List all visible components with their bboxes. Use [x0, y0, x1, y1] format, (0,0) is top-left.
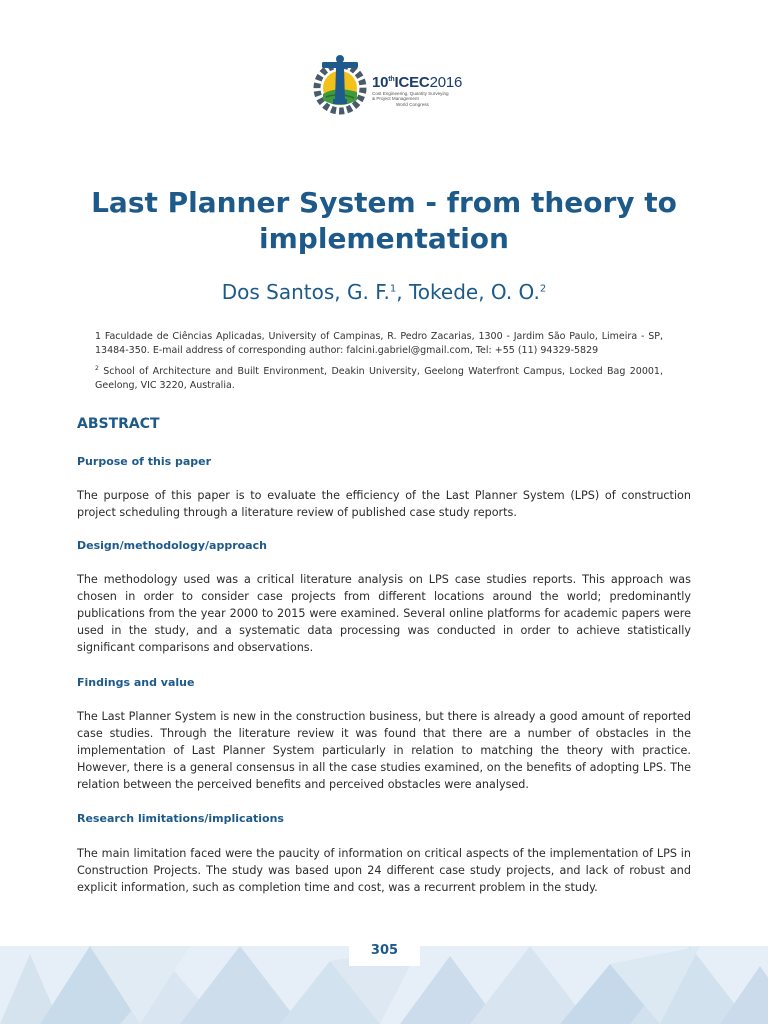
section-body-findings: The Last Planner System is new in the construction business, but there is already a good amount of reported case studies. Through the literature review it was found that there are a number of obstacles in the implementation of Last Planner System particularly in relation to matching the theory with practice. However, there is a general consensus in all the case studies examined, on the benefits of adopting LPS. The relation between the perceived benefits and perceived obstacles were analysed.: [77, 710, 691, 791]
section-heading-limitations: Research limitations/implications: [77, 812, 284, 825]
conference-logo: [312, 52, 462, 120]
logo-wordmark: 10thICEC2016: [372, 74, 463, 91]
logo-subtitle: Cost Engineering, Quantity Surveying & Project Management World Congress: [372, 91, 449, 107]
paper-title: Last Planner System - from theory to implementation: [91, 186, 677, 255]
abstract-heading: ABSTRACT: [77, 416, 160, 432]
affiliation-2: $^2$ School of Architecture and Built Environment, Deakin University, Geelong Waterfront Campus, Locked Bag 20001, Geelong, VIC 3220, Australia.: [95, 365, 663, 392]
section-body-limitations: The main limitation faced were the paucity of information on critical aspects of the implementation of LPS in Construction Projects. The study was based upon 24 different case study projects, and lack of robust and explicit information, such as completion time and cost, was a recurrent problem in the study.: [77, 847, 691, 894]
author-1: Dos Santos, G. F.: [221, 280, 390, 304]
section-body-purpose: The purpose of this paper is to evaluate the efficiency of the Last Planner System (LPS) of construction project scheduling through a literature review of published case study reports.: [77, 489, 691, 519]
section-heading-design: Design/methodology/approach: [77, 539, 267, 552]
gear-statue-icon: [312, 54, 372, 116]
author-2: Tokede, O. O.: [408, 280, 540, 304]
section-heading-findings: Findings and value: [77, 676, 195, 689]
author-line: Dos Santos, G. F.$^1$, Tokede, O. O.$^2$: [221, 280, 547, 304]
section-body-design: The methodology used was a critical literature analysis on LPS case studies reports. This approach was chosen in order to consider case projects from different locations around the world; predominantly publications from the year 2000 to 2015 were examined. Several online platforms for academic papers were used in the study, and a systematic data processing was conducted in order to achieve statistically significant comparisons and observations.: [77, 573, 691, 654]
logo-text: [372, 74, 462, 107]
page-number: 305: [349, 936, 420, 966]
affiliation-1: 1 Faculdade de Ciências Aplicadas, University of Campinas, R. Pedro Zacarias, 1300 - Jardim São Paulo, Limeira - SP, 13484-350. E-mail address of corresponding author: falcini.gabriel@gmail.com, Tel: +55 (11) 94329-5829: [95, 331, 663, 356]
section-heading-purpose: Purpose of this paper: [77, 455, 212, 468]
